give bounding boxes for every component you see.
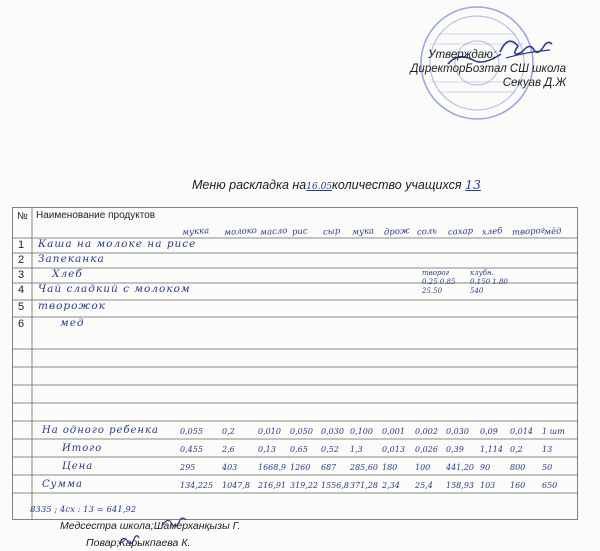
summary-value: 1,3 [350, 445, 363, 454]
summary-value: 403 [222, 463, 238, 472]
summary-value: 0,2 [510, 445, 523, 454]
total-note: 8335 ; 4сх : 13 = 641,92 [30, 505, 137, 515]
product-name: Чай сладкий с молоком [38, 283, 191, 295]
summary-value: 319,22 [290, 481, 318, 490]
summary-value: 90 [480, 463, 491, 472]
summary-value: 0,09 [480, 427, 498, 436]
summary-value: 0,014 [510, 427, 533, 436]
summary-value: 371,28 [350, 481, 378, 490]
summary-value: 650 [542, 481, 558, 490]
column-header: мёд [543, 226, 562, 238]
product-name: Запеканка [38, 253, 105, 265]
summary-value: 0,52 [321, 445, 339, 454]
summary-label: На одного ребенка [42, 425, 159, 436]
summary-value: 0,010 [258, 427, 281, 436]
summary-value: 0,030 [446, 427, 469, 436]
column-header: рис [291, 226, 309, 238]
summary-value: 0,001 [382, 427, 405, 436]
nurse-signature [160, 516, 188, 530]
row-number: 3 [18, 269, 25, 281]
summary-value: 100 [415, 463, 431, 472]
cook-signature [117, 533, 141, 547]
summary-value: 2,6 [222, 445, 235, 454]
header-product-name: Наименование продуктов [36, 210, 156, 221]
summary-value: 0,050 [290, 427, 313, 436]
summary-value: 180 [382, 463, 398, 472]
header-number: № [17, 211, 28, 222]
summary-value: 1047,8 [222, 481, 250, 490]
summary-label: Итого [62, 443, 103, 454]
row-number: 1 [18, 239, 25, 251]
summary-value: 1260 [290, 463, 311, 472]
column-header: мукка [181, 226, 210, 238]
cook-name: Карыкпаева К. [119, 537, 191, 549]
summary-value: 160 [510, 481, 526, 490]
summary-value: 216,91 [258, 481, 286, 490]
summary-value: 0,002 [415, 427, 438, 436]
summary-value: 1,114 [480, 445, 503, 454]
summary-value: 25,4 [415, 481, 433, 490]
summary-value: 1668,9 [258, 463, 286, 472]
title-count: 13 [465, 177, 481, 192]
product-name: творожок [38, 300, 106, 312]
column-header: творог [511, 225, 546, 239]
summary-value: 285,60 [350, 463, 378, 472]
calc-note-tvorog: творог 0.25 0.85 25.50 [422, 269, 456, 295]
summary-value: 2,34 [382, 481, 400, 490]
summary-value: 103 [480, 481, 496, 490]
column-header: соль [416, 226, 438, 238]
summary-value: 0,13 [258, 445, 276, 454]
summary-value: 158,93 [446, 481, 474, 490]
approval-block [330, 48, 566, 90]
nurse-line [60, 520, 240, 532]
summary-value: 0,39 [446, 445, 464, 454]
row-number: 2 [18, 254, 25, 266]
summary-value: 13 [542, 445, 553, 454]
summary-value: 0,100 [350, 427, 373, 436]
page-title [192, 177, 481, 192]
cook-label: Повар; [86, 537, 120, 549]
product-name: Хлеб [52, 268, 83, 280]
title-date: 16.05 [306, 182, 333, 192]
summary-value: 0,026 [415, 445, 438, 454]
summary-value: 1 шт [542, 427, 565, 436]
summary-value: 0,013 [382, 445, 405, 454]
nurse-label: Медсестра школа; [60, 520, 154, 532]
column-header: мука [351, 226, 375, 238]
summary-value: 0,2 [222, 427, 235, 436]
product-name: мед [60, 317, 85, 329]
approval-line-3: Секуав Д.Ж [502, 77, 566, 89]
summary-value: 687 [321, 463, 337, 472]
summary-value: 295 [180, 463, 196, 472]
row-number: 6 [18, 318, 25, 330]
summary-value: 1556,8 [321, 481, 349, 490]
summary-value: 0,055 [180, 427, 203, 436]
nurse-name: Шамерханқызы Г. [153, 520, 241, 532]
approval-line-1: Утверждаю; [428, 49, 496, 61]
title-middle: количество учащихся [332, 178, 462, 192]
column-header: дрож [383, 226, 410, 238]
summary-value: 134,225 [180, 481, 214, 490]
column-header: молоко [223, 225, 258, 239]
summary-value: 0,455 [180, 445, 203, 454]
summary-value: 0,65 [290, 445, 308, 454]
summary-label: Сумма [42, 479, 83, 490]
menu-table [12, 207, 578, 520]
approval-line-2: ДиректорБозтал СШ школа [410, 63, 566, 75]
column-header: сахар [447, 226, 474, 238]
summary-value: 441,20 [446, 463, 474, 472]
row-number: 4 [18, 284, 25, 296]
row-number: 5 [18, 301, 25, 313]
summary-value: 800 [510, 463, 526, 472]
summary-value: 50 [542, 463, 553, 472]
column-header: сыр [322, 226, 341, 238]
calc-note-klubnika: клубн. 0.150 1.80 540 [470, 269, 508, 295]
column-header: масло [259, 226, 288, 238]
summary-label: Цена [62, 461, 94, 472]
title-prefix: Меню раскладка на [192, 178, 307, 192]
product-name: Каша на молоке на рисе [38, 238, 197, 250]
summary-value: 0,030 [321, 427, 344, 436]
column-header: хлеб [481, 226, 503, 238]
